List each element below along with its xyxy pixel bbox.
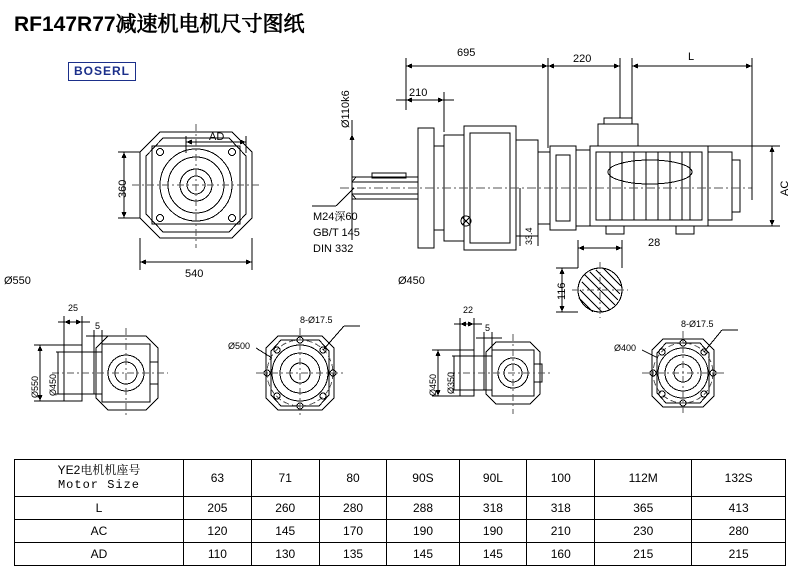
dim-d450-section: Ø450 (48, 373, 58, 396)
table-header-label-cn: YE2电机机座号 (57, 463, 141, 477)
dim-220: 220 (573, 53, 592, 65)
dim-695: 695 (457, 47, 476, 59)
dim-22: 22 (463, 305, 474, 315)
AC-6: 230 (595, 520, 692, 543)
AD-7: 215 (692, 543, 786, 566)
size-cell-3: 90S (387, 460, 459, 497)
size-cell-2: 80 (319, 460, 387, 497)
size-cell-4: 90L (459, 460, 527, 497)
size-cell-1: 71 (251, 460, 319, 497)
dim-33-4: 33.4 (524, 227, 534, 245)
L-3: 288 (387, 497, 459, 520)
row-label-AC: AC (15, 520, 184, 543)
dim-L: L (688, 51, 695, 63)
AC-5: 210 (527, 520, 595, 543)
dim-d350-section2: Ø350 (446, 371, 456, 394)
L-0: 205 (184, 497, 252, 520)
AC-0: 120 (184, 520, 252, 543)
size-cell-6: 112M (595, 460, 692, 497)
AD-1: 130 (251, 543, 319, 566)
dim-540: 540 (185, 268, 204, 280)
AD-3: 145 (387, 543, 459, 566)
L-5: 318 (527, 497, 595, 520)
AC-2: 170 (319, 520, 387, 543)
AC-7: 280 (692, 520, 786, 543)
table-row (15, 497, 786, 520)
dim-116: 116 (556, 282, 568, 300)
dim-360: 360 (117, 179, 129, 198)
AC-4: 190 (459, 520, 527, 543)
table-header-label (15, 460, 184, 497)
motor-size-table (14, 459, 786, 566)
dim-28: 28 (648, 237, 661, 249)
dim-d550-left: Ø550 (4, 275, 31, 287)
table-header-row (15, 460, 786, 497)
row-label-AD: AD (15, 543, 184, 566)
dim-d500: Ø500 (228, 341, 251, 351)
dim-d110k6: Ø110k6 (340, 90, 352, 128)
dim-d450-mid: Ø450 (398, 275, 425, 287)
dim-d400: Ø400 (614, 343, 637, 353)
dim-d450-section2: Ø450 (428, 373, 438, 396)
L-7: 413 (692, 497, 786, 520)
thread-callout-din332: DIN 332 (313, 243, 354, 255)
L-2: 280 (319, 497, 387, 520)
page-title: RF147R77减速机电机尺寸图纸 (14, 13, 305, 36)
table-header-label-en: Motor Size (57, 478, 140, 492)
table-row (15, 543, 786, 566)
table-row (15, 520, 786, 543)
AD-6: 215 (595, 543, 692, 566)
dim-5-a: 5 (95, 321, 101, 331)
size-cell-7: 132S (692, 460, 786, 497)
dim-d550-section: Ø550 (30, 375, 40, 398)
L-4: 318 (459, 497, 527, 520)
AD-4: 145 (459, 543, 527, 566)
AC-1: 145 (251, 520, 319, 543)
holes-callout-1: 8-Ø17.5 (300, 315, 333, 325)
dim-5-b: 5 (485, 323, 491, 333)
brand-logo: BOSERL (68, 62, 136, 81)
size-cell-5: 100 (527, 460, 595, 497)
thread-callout-m24: M24深60 (313, 211, 358, 223)
row-label-L: L (15, 497, 184, 520)
holes-callout-2: 8-Ø17.5 (681, 319, 714, 329)
AC-3: 190 (387, 520, 459, 543)
thread-callout-gbt145: GB/T 145 (313, 227, 360, 239)
AD-5: 160 (527, 543, 595, 566)
dim-25: 25 (68, 303, 79, 313)
AD-0: 110 (184, 543, 252, 566)
size-cell-0: 63 (184, 460, 252, 497)
AD-2: 135 (319, 543, 387, 566)
dim-AC: AC (779, 180, 791, 196)
L-6: 365 (595, 497, 692, 520)
L-1: 260 (251, 497, 319, 520)
dim-AD: AD (209, 131, 225, 143)
dim-210: 210 (409, 87, 428, 99)
